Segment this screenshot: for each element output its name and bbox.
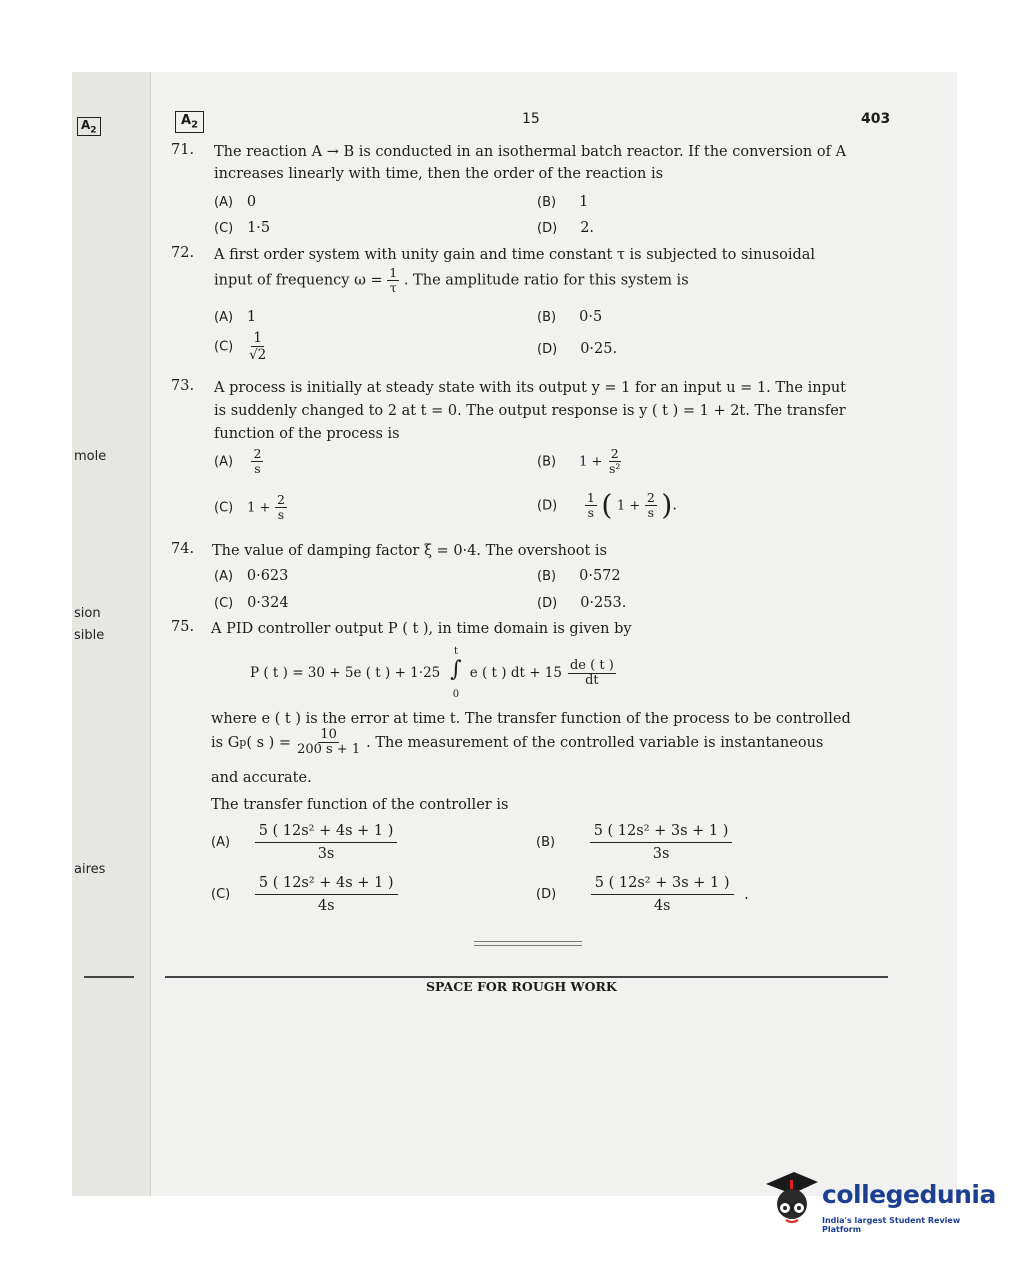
edge-badge: $A_2$ [77,117,101,136]
page-number: 15 [522,111,540,127]
side-word: sion [74,606,101,621]
option-b: (B) 0·5 [537,309,603,325]
option-d: (D) 2. [537,220,595,236]
option-d: (D) $\frac{1}{s}$ ( 1 + $\frac{2}{s}$ ). [537,488,677,522]
question-text: The transfer function of the controller is [211,797,509,813]
option-c: (C) $\frac{1}{√2}$ [214,330,267,363]
question-text: A first order system with unity gain and time constant τ is subjected to sinusoidal [214,247,816,263]
option-b: (B) 1 [537,194,589,210]
question-text: function of the process is [214,426,400,442]
question-text: increases linearly with time, then the order of the reaction is [214,166,664,182]
question-text: A PID controller output P ( t ), in time domain is given by [211,621,632,637]
question-number: 72. [171,245,195,261]
paper-code: 403 [861,111,891,127]
question-text: is suddenly changed to 2 at t = 0. The output response is y ( t ) = 1 + 2t. The transfer [214,403,846,419]
option-c: (C) $\frac{\text{5 ( 12s² + 4s + 1 )}}{4s}$ [211,872,406,917]
end-of-questions-rule [474,941,582,946]
option-d: (D) 0·253. [537,595,627,611]
rough-work-label: SPACE FOR ROUGH WORK [426,979,617,994]
divider-line [165,976,888,978]
question-number: 73. [171,378,195,394]
option-a: (A) $\frac{\text{5 ( 12s² + 4s + 1 )}}{3s}$ [211,820,406,865]
question-number: 74. [171,541,195,557]
option-a: (A) 0 [214,194,257,210]
option-a: (A) 0·623 [214,568,289,584]
logo-brand: collegedunia [822,1180,996,1209]
question-text: is G p ( s ) = $\frac{10}{200 s + 1}$ . The measurement of the controlled variable is instantaneous [211,727,824,757]
question-number: 75. [171,619,195,635]
question-text: input of frequency ω = $\frac{1}{\tau}$ . The amplitude ratio for this system is [214,265,689,295]
graduate-mascot-icon [762,1166,820,1232]
logo-tagline: India's largest Student Review Platform [822,1216,961,1234]
option-a: (A) 1 [214,309,257,325]
option-d: (D) $\frac{\text{5 ( 12s² + 3s + 1 )}}{4s}$ . [536,872,749,917]
pid-equation: P ( t ) = 30 + 5e ( t ) + 1·25 t ∫ 0 e ( t ) dt + 15 $\frac{de ( t )}{dt}$ [250,646,614,700]
question-text: and accurate. [211,770,312,786]
divider-line [84,976,134,978]
question-text: The value of damping factor ξ = 0·4. The overshoot is [212,543,607,559]
question-text: The reaction A → B is conducted in an isothermal batch reactor. If the conversion of A [214,144,847,160]
option-c: (C) 1 + $\frac{2}{s}$ [214,492,285,522]
question-text: where e ( t ) is the error at time t. The transfer function of the process to be controlled [211,711,851,727]
option-c: (C) 0·324 [214,595,289,611]
section-badge: $A_2$ [175,111,204,133]
side-word: sible [74,628,105,643]
option-b: (B) $\frac{\text{5 ( 12s² + 3s + 1 )}}{3s}$ [536,820,741,865]
side-word: mole [74,449,107,464]
option-d: (D) 0·25. [537,341,618,357]
question-text: A process is initially at steady state with its output y = 1 for an input u = 1. The input [214,380,847,396]
option-b: (B) 0·572 [537,568,621,584]
side-word: aires [74,862,106,877]
option-a: (A) $\frac{2}{s}$ [214,446,262,476]
collegedunia-logo [762,1166,996,1236]
question-number: 71. [171,142,195,158]
option-b: (B) 1 + $\frac{2}{\text{s²}}$ [537,446,621,476]
option-c: (C) 1·5 [214,220,271,236]
